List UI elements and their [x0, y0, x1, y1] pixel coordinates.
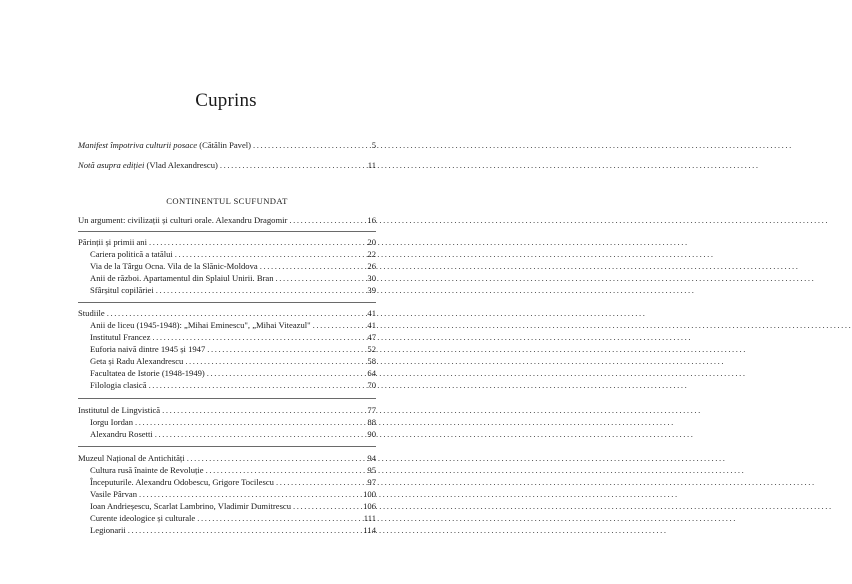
toc-group-muzeul: [78, 452, 376, 536]
subentry-title: Alexandru Rosetti: [90, 429, 153, 439]
dot-leader: [195, 512, 362, 524]
subentry-title: Geta și Radu Alexandrescu: [90, 356, 184, 366]
page-number: 97: [367, 477, 376, 487]
dot-leader: [258, 260, 367, 272]
toc-subentry[interactable]: [78, 248, 376, 260]
dot-leader: [205, 367, 367, 379]
page-number: 52: [367, 344, 376, 354]
subentry-title: Legionarii: [90, 525, 126, 535]
subentry-title: Cariera politică a tatălui: [90, 249, 173, 259]
front-matter-list-2: [78, 159, 376, 171]
dot-leader: [133, 416, 366, 428]
chapter-title: Studiile: [78, 308, 105, 318]
section-heading: CONTINENTUL SCUFUNDAT: [166, 196, 288, 206]
page-number: 94: [367, 453, 376, 463]
toc-subentry[interactable]: [78, 272, 376, 284]
front-matter-list: [78, 139, 376, 151]
divider: [78, 231, 376, 232]
toc-subentry[interactable]: [78, 284, 376, 296]
chapter-title: Institutul de Lingvistică: [78, 405, 161, 415]
dot-leader: [153, 428, 367, 440]
toc-entry-nota[interactable]: [78, 159, 376, 171]
subentry-title: Vasile Pârvan: [90, 489, 138, 499]
dot-leader: [150, 331, 366, 343]
dot-leader: [137, 488, 362, 500]
subentry-title: Via de la Târgu Ocna. Vila de la Slănic-Moldova: [90, 261, 258, 271]
page-number: 90: [367, 429, 376, 439]
page-number: 77: [367, 405, 376, 415]
entry-title: Un argument: civilizații și culturi orale. Alexandru Dragomir: [78, 215, 288, 225]
dot-leader: [274, 476, 366, 488]
toc-subentry[interactable]: [78, 512, 376, 524]
toc-subentry[interactable]: [78, 355, 376, 367]
page-number: 100: [363, 489, 376, 499]
subentry-title: Începuturile. Alexandru Odobescu, Grigore Tocilescu: [90, 477, 274, 487]
toc-chapter[interactable]: [78, 307, 376, 319]
entry-author: (Vlad Alexandrescu): [144, 160, 218, 170]
toc-subentry[interactable]: [78, 476, 376, 488]
toc-group-studiile: [78, 307, 376, 391]
page-number: 41: [367, 308, 376, 318]
page-number: 95: [367, 465, 376, 475]
page-number: 26: [367, 261, 376, 271]
dot-leader: [173, 248, 367, 260]
toc-subentry[interactable]: [78, 331, 376, 343]
subentry-title: Sfârșitul copilăriei: [90, 285, 154, 295]
subentry-title: Iorgu Iordan: [90, 417, 134, 427]
page-number: 47: [367, 332, 376, 342]
subentry-title: Curente ideologice și culturale: [90, 513, 196, 523]
dot-leader: [160, 404, 366, 416]
toc-chapter[interactable]: [78, 404, 376, 416]
page-number: 16: [367, 215, 376, 225]
page-number: 22: [367, 249, 376, 259]
subentry-title: Institutul Francez: [90, 332, 151, 342]
subentry-title: Euforia naivă dintre 1945 și 1947: [90, 344, 206, 354]
page-number: 106: [363, 501, 376, 511]
dot-leader: [126, 524, 363, 536]
subentry-title: Ioan Andrieșescu, Scarlat Lambrino, Vladimir Dumitrescu: [90, 501, 292, 511]
dot-leader: [105, 307, 367, 319]
chapter-title: Părinții și primii ani: [78, 237, 147, 247]
divider: [78, 302, 376, 303]
toc-subentry[interactable]: [78, 379, 376, 391]
page-number: 39: [367, 285, 376, 295]
toc-group-parintii: [78, 236, 376, 296]
toc-subentry[interactable]: [78, 319, 376, 331]
toc-group-institutul: [78, 404, 376, 440]
chapter-title: Muzeul Național de Antichități: [78, 453, 185, 463]
toc-chapter[interactable]: [78, 452, 376, 464]
dot-leader: [218, 159, 367, 171]
divider: [78, 398, 376, 399]
toc-subentry[interactable]: [78, 464, 376, 476]
toc-subentry[interactable]: [78, 428, 376, 440]
page-number: 88: [367, 417, 376, 427]
page-number: 114: [363, 525, 376, 535]
page-number: 64: [367, 368, 376, 378]
dot-leader: [291, 500, 362, 512]
page-number: 20: [367, 237, 376, 247]
dot-leader: [251, 139, 371, 151]
toc-subentry[interactable]: [78, 260, 376, 272]
dot-leader: [311, 319, 367, 331]
dot-leader: [154, 284, 367, 296]
toc-subentry[interactable]: [78, 367, 376, 379]
toc-entry-manifest[interactable]: [78, 139, 376, 151]
subentry-title: Anii de război. Apartamentul din Splaiul Unirii. Bran: [90, 273, 274, 283]
toc-entry-intro[interactable]: [78, 214, 376, 226]
subentry-title: Anii de liceu (1945-1948): „Mihai Eminescu", „Mihai Viteazul": [90, 320, 311, 330]
page-number: 30: [367, 273, 376, 283]
entry-title-italic: Notă asupra ediției: [78, 160, 145, 170]
page-number: 5: [371, 140, 376, 150]
toc-subentry[interactable]: [78, 343, 376, 355]
dot-leader: [205, 343, 366, 355]
dot-leader: [183, 355, 366, 367]
toc-subentry[interactable]: [78, 524, 376, 536]
dot-leader: [185, 452, 367, 464]
dot-leader: [274, 272, 367, 284]
page-number: 70: [367, 380, 376, 390]
page-number: 11: [367, 160, 376, 170]
toc-chapter[interactable]: [78, 236, 376, 248]
page-number: 58: [367, 356, 376, 366]
entry-title-italic: Manifest împotriva culturii posace: [78, 140, 198, 150]
subentry-title: Filologia clasică: [90, 380, 147, 390]
page-number: 41: [367, 320, 376, 330]
intro-entry-wrap: [78, 214, 376, 226]
page-number: 111: [363, 513, 376, 523]
page-title: Cuprins: [195, 90, 257, 111]
toc-subentry[interactable]: [78, 416, 376, 428]
toc-subentry[interactable]: [78, 488, 376, 500]
toc-subentry[interactable]: [78, 500, 376, 512]
dot-leader: [204, 464, 367, 476]
subentry-title: Cultura rusă înainte de Revoluție: [90, 465, 204, 475]
entry-author: (Cătălin Pavel): [197, 140, 252, 150]
divider: [78, 446, 376, 447]
dot-leader: [147, 236, 366, 248]
subentry-title: Facultatea de Istorie (1948-1949): [90, 368, 205, 378]
dot-leader: [147, 379, 367, 391]
dot-leader: [287, 214, 366, 226]
